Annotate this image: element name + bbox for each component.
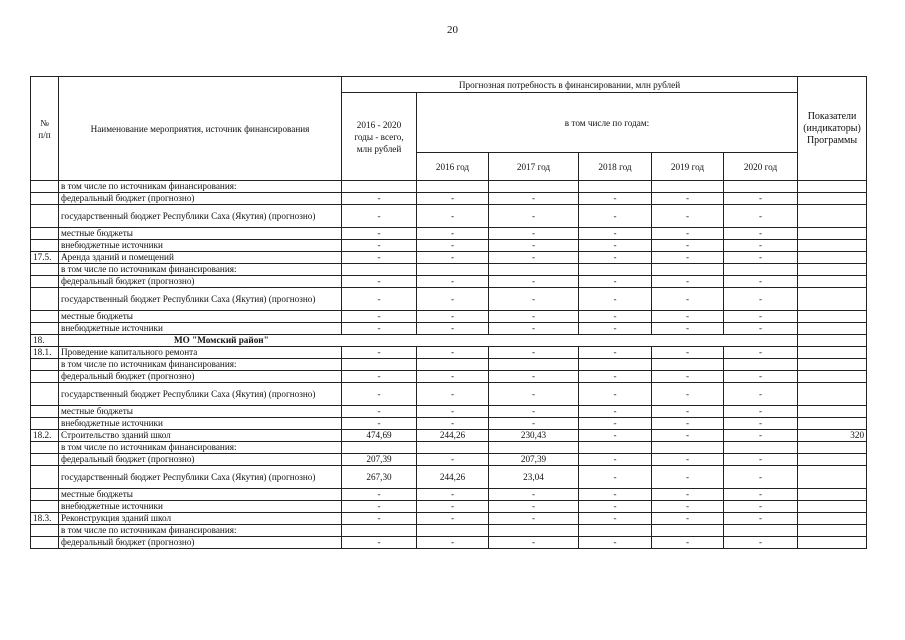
value-year: - <box>724 193 798 205</box>
value-indicator <box>798 181 867 193</box>
value-year: - <box>652 454 724 466</box>
value-year: - <box>417 501 489 513</box>
value-year: - <box>724 347 798 359</box>
value-year: - <box>652 323 724 335</box>
value-indicator <box>798 311 867 323</box>
value-year: - <box>724 323 798 335</box>
row-name: федеральный бюджет (прогнозно) <box>59 193 342 205</box>
row-number <box>31 525 59 537</box>
value-year: - <box>724 383 798 406</box>
table-body <box>31 181 867 549</box>
value-total <box>342 359 417 371</box>
value-year: - <box>724 513 798 525</box>
row-name: в том числе по источникам финансирования: <box>59 264 342 276</box>
value-year: - <box>579 418 652 430</box>
value-year: - <box>652 383 724 406</box>
table-row <box>31 454 867 466</box>
value-total <box>342 525 417 537</box>
value-year <box>579 525 652 537</box>
value-year <box>489 442 579 454</box>
row-number <box>31 537 59 549</box>
value-total: - <box>342 513 417 525</box>
value-year: - <box>417 489 489 501</box>
value-year: - <box>579 430 652 442</box>
value-year: - <box>489 323 579 335</box>
value-year: - <box>417 383 489 406</box>
value-year: - <box>724 240 798 252</box>
row-number <box>31 288 59 311</box>
value-indicator <box>798 418 867 430</box>
row-name: государственный бюджет Республики Саха (Якутия) (прогнозно) <box>59 383 342 406</box>
value-year <box>489 264 579 276</box>
value-year <box>489 525 579 537</box>
header-name: Наименование мероприятия, источник финансирования <box>59 77 342 181</box>
value-year: - <box>724 537 798 549</box>
value-total: 207,39 <box>342 454 417 466</box>
value-year <box>489 181 579 193</box>
value-year: - <box>489 347 579 359</box>
value-year: - <box>652 347 724 359</box>
value-indicator <box>798 513 867 525</box>
table-header <box>31 77 867 181</box>
value-year: - <box>489 501 579 513</box>
value-year: - <box>489 288 579 311</box>
row-name: внебюджетные источники <box>59 323 342 335</box>
row-name: местные бюджеты <box>59 489 342 501</box>
table-row <box>31 311 867 323</box>
value-year: - <box>417 240 489 252</box>
value-year: - <box>579 537 652 549</box>
value-year: 230,43 <box>489 430 579 442</box>
row-name: местные бюджеты <box>59 311 342 323</box>
value-year: - <box>489 513 579 525</box>
row-number <box>31 228 59 240</box>
table-row <box>31 466 867 489</box>
row-number: 18. <box>31 335 59 347</box>
value-indicator <box>798 466 867 489</box>
table-row <box>31 525 867 537</box>
header-total: 2016 - 2020 годы - всего, млн рублей <box>342 93 417 181</box>
value-total: - <box>342 371 417 383</box>
value-year: - <box>579 276 652 288</box>
row-number <box>31 454 59 466</box>
table-row <box>31 252 867 264</box>
value-total: 267,30 <box>342 466 417 489</box>
value-year: - <box>724 252 798 264</box>
value-year <box>652 442 724 454</box>
row-name: федеральный бюджет (прогнозно) <box>59 537 342 549</box>
value-year: - <box>724 205 798 228</box>
value-year: - <box>652 501 724 513</box>
value-year <box>652 359 724 371</box>
row-name: государственный бюджет Республики Саха (Якутия) (прогнозно) <box>59 288 342 311</box>
value-indicator <box>798 489 867 501</box>
row-number: 18.1. <box>31 347 59 359</box>
financing-table <box>30 76 867 549</box>
value-year: - <box>579 193 652 205</box>
value-year: - <box>652 311 724 323</box>
value-year: - <box>652 276 724 288</box>
row-name: в том числе по источникам финансирования: <box>59 442 342 454</box>
value-year <box>724 264 798 276</box>
value-year: - <box>579 501 652 513</box>
value-indicator <box>798 252 867 264</box>
value-year <box>652 264 724 276</box>
header-num: № п/п <box>31 77 59 181</box>
value-total: - <box>342 383 417 406</box>
row-name: федеральный бюджет (прогнозно) <box>59 371 342 383</box>
table-row <box>31 406 867 418</box>
value-year: 244,26 <box>417 466 489 489</box>
value-year: 23,04 <box>489 466 579 489</box>
value-year <box>417 442 489 454</box>
value-year <box>652 181 724 193</box>
value-total <box>342 181 417 193</box>
row-name: МО "Момский район" <box>59 335 798 347</box>
table-row <box>31 228 867 240</box>
value-year: - <box>417 276 489 288</box>
value-year: - <box>489 252 579 264</box>
table-row <box>31 264 867 276</box>
row-name: Проведение капитального ремонта <box>59 347 342 359</box>
value-year: - <box>652 430 724 442</box>
value-year: - <box>652 513 724 525</box>
header-forecast: Прогнозная потребность в финансировании, млн рублей <box>342 77 798 93</box>
value-indicator <box>798 193 867 205</box>
row-name: внебюджетные источники <box>59 501 342 513</box>
value-year: - <box>417 311 489 323</box>
row-number <box>31 311 59 323</box>
value-indicator <box>798 264 867 276</box>
row-name: Аренда зданий и помещений <box>59 252 342 264</box>
value-total: - <box>342 311 417 323</box>
row-name: федеральный бюджет (прогнозно) <box>59 454 342 466</box>
value-year: - <box>724 288 798 311</box>
row-number <box>31 181 59 193</box>
value-year: - <box>489 406 579 418</box>
value-year: - <box>579 323 652 335</box>
value-year: - <box>652 537 724 549</box>
table-row <box>31 430 867 442</box>
value-year: - <box>579 406 652 418</box>
table-row <box>31 323 867 335</box>
table-row <box>31 513 867 525</box>
value-year: - <box>724 454 798 466</box>
value-year: - <box>652 406 724 418</box>
row-number <box>31 276 59 288</box>
table-row <box>31 181 867 193</box>
value-year: - <box>579 466 652 489</box>
value-year <box>724 442 798 454</box>
value-year: - <box>417 193 489 205</box>
row-name: в том числе по источникам финансирования: <box>59 359 342 371</box>
value-indicator <box>798 347 867 359</box>
row-number <box>31 205 59 228</box>
header-indicators: Показатели (индикаторы) Программы <box>798 77 867 181</box>
value-indicator <box>798 537 867 549</box>
value-year: - <box>652 288 724 311</box>
value-year: - <box>652 371 724 383</box>
value-year: - <box>579 311 652 323</box>
value-year: - <box>489 371 579 383</box>
row-name: государственный бюджет Республики Саха (Якутия) (прогнозно) <box>59 205 342 228</box>
value-year: - <box>579 240 652 252</box>
value-year: - <box>652 252 724 264</box>
value-year: - <box>724 228 798 240</box>
value-year: - <box>417 406 489 418</box>
value-indicator <box>798 371 867 383</box>
value-year: - <box>417 347 489 359</box>
value-indicator <box>798 359 867 371</box>
value-year: - <box>489 276 579 288</box>
value-indicator <box>798 205 867 228</box>
value-year <box>417 359 489 371</box>
row-number <box>31 193 59 205</box>
value-year: - <box>579 454 652 466</box>
value-indicator <box>798 442 867 454</box>
value-total: - <box>342 240 417 252</box>
row-number <box>31 501 59 513</box>
value-year: - <box>489 228 579 240</box>
value-indicator <box>798 228 867 240</box>
row-number <box>31 264 59 276</box>
value-year: - <box>724 430 798 442</box>
value-indicator <box>798 406 867 418</box>
value-total: - <box>342 193 417 205</box>
table-row <box>31 205 867 228</box>
row-number <box>31 371 59 383</box>
row-number: 17.5. <box>31 252 59 264</box>
table-row <box>31 371 867 383</box>
value-total: - <box>342 537 417 549</box>
table-row <box>31 193 867 205</box>
value-year: - <box>724 406 798 418</box>
value-year: - <box>652 228 724 240</box>
header-year-2017: 2017 год <box>489 153 579 181</box>
value-year: - <box>724 466 798 489</box>
value-year <box>652 525 724 537</box>
value-year: - <box>724 489 798 501</box>
value-indicator <box>798 288 867 311</box>
value-year: - <box>724 418 798 430</box>
value-indicator <box>798 383 867 406</box>
row-number <box>31 466 59 489</box>
value-total: - <box>342 276 417 288</box>
value-indicator <box>798 501 867 513</box>
value-year: - <box>489 193 579 205</box>
row-name: в том числе по источникам финансирования: <box>59 181 342 193</box>
value-year: - <box>489 205 579 228</box>
value-year: - <box>652 466 724 489</box>
row-name: федеральный бюджет (прогнозно) <box>59 276 342 288</box>
value-total: - <box>342 347 417 359</box>
value-total: - <box>342 489 417 501</box>
value-year: - <box>417 513 489 525</box>
row-number <box>31 323 59 335</box>
row-number <box>31 418 59 430</box>
row-number <box>31 442 59 454</box>
value-total: 474,69 <box>342 430 417 442</box>
value-year <box>724 181 798 193</box>
row-number <box>31 383 59 406</box>
value-indicator <box>798 240 867 252</box>
table-row <box>31 418 867 430</box>
value-year: - <box>417 228 489 240</box>
table-row <box>31 442 867 454</box>
row-number: 18.3. <box>31 513 59 525</box>
value-year: - <box>489 240 579 252</box>
value-year <box>417 264 489 276</box>
table-row <box>31 347 867 359</box>
value-year: - <box>724 311 798 323</box>
value-year: - <box>579 228 652 240</box>
header-year-2020: 2020 год <box>724 153 798 181</box>
value-year: - <box>579 347 652 359</box>
header-by-years: в том числе по годам: <box>417 93 798 153</box>
value-year: - <box>724 276 798 288</box>
value-year: - <box>579 252 652 264</box>
value-year: - <box>417 205 489 228</box>
value-total: - <box>342 501 417 513</box>
table-row <box>31 537 867 549</box>
value-year: - <box>652 489 724 501</box>
row-name: местные бюджеты <box>59 406 342 418</box>
value-year <box>417 181 489 193</box>
value-total: - <box>342 252 417 264</box>
header-year-2019: 2019 год <box>652 153 724 181</box>
header-year-2016: 2016 год <box>417 153 489 181</box>
value-year: - <box>417 537 489 549</box>
value-year: - <box>579 371 652 383</box>
row-name: Реконструкция зданий школ <box>59 513 342 525</box>
value-year: - <box>489 537 579 549</box>
value-indicator: 320 <box>798 430 867 442</box>
value-year: - <box>652 240 724 252</box>
table-row <box>31 335 867 347</box>
value-year <box>579 442 652 454</box>
value-year: 244,26 <box>417 430 489 442</box>
table-row <box>31 288 867 311</box>
value-indicator <box>798 323 867 335</box>
table-row <box>31 240 867 252</box>
value-year <box>579 264 652 276</box>
value-year: - <box>489 489 579 501</box>
value-year: - <box>724 371 798 383</box>
row-number <box>31 406 59 418</box>
table-row <box>31 501 867 513</box>
value-year: - <box>579 288 652 311</box>
value-year: - <box>652 205 724 228</box>
value-total: - <box>342 288 417 311</box>
value-indicator <box>798 335 867 347</box>
value-year <box>579 181 652 193</box>
value-year: - <box>417 288 489 311</box>
value-year: - <box>489 383 579 406</box>
value-year: - <box>417 418 489 430</box>
value-year: - <box>579 383 652 406</box>
value-year <box>417 525 489 537</box>
value-total: - <box>342 323 417 335</box>
value-year: 207,39 <box>489 454 579 466</box>
table-row <box>31 276 867 288</box>
value-year: - <box>489 311 579 323</box>
value-total: - <box>342 205 417 228</box>
row-number <box>31 359 59 371</box>
value-year: - <box>579 513 652 525</box>
table-row <box>31 359 867 371</box>
row-number <box>31 240 59 252</box>
row-number: 18.2. <box>31 430 59 442</box>
row-name: внебюджетные источники <box>59 418 342 430</box>
value-total <box>342 264 417 276</box>
value-year: - <box>417 323 489 335</box>
value-year: - <box>579 489 652 501</box>
value-year: - <box>652 418 724 430</box>
value-year: - <box>489 418 579 430</box>
value-total: - <box>342 406 417 418</box>
value-year: - <box>417 371 489 383</box>
header-year-2018: 2018 год <box>579 153 652 181</box>
value-indicator <box>798 454 867 466</box>
page-number: 20 <box>447 24 458 36</box>
value-year: - <box>417 454 489 466</box>
value-year <box>724 359 798 371</box>
row-name: государственный бюджет Республики Саха (Якутия) (прогнозно) <box>59 466 342 489</box>
row-name: местные бюджеты <box>59 228 342 240</box>
row-name: в том числе по источникам финансирования: <box>59 525 342 537</box>
value-total: - <box>342 228 417 240</box>
row-name: внебюджетные источники <box>59 240 342 252</box>
value-year: - <box>652 193 724 205</box>
value-total: - <box>342 418 417 430</box>
value-year: - <box>579 205 652 228</box>
value-indicator <box>798 276 867 288</box>
value-year: - <box>417 252 489 264</box>
table-row <box>31 489 867 501</box>
value-year: - <box>724 501 798 513</box>
table-row <box>31 383 867 406</box>
value-year <box>579 359 652 371</box>
value-year <box>724 525 798 537</box>
row-number <box>31 489 59 501</box>
value-indicator <box>798 525 867 537</box>
value-total <box>342 442 417 454</box>
value-year <box>489 359 579 371</box>
row-name: Строительство зданий школ <box>59 430 342 442</box>
